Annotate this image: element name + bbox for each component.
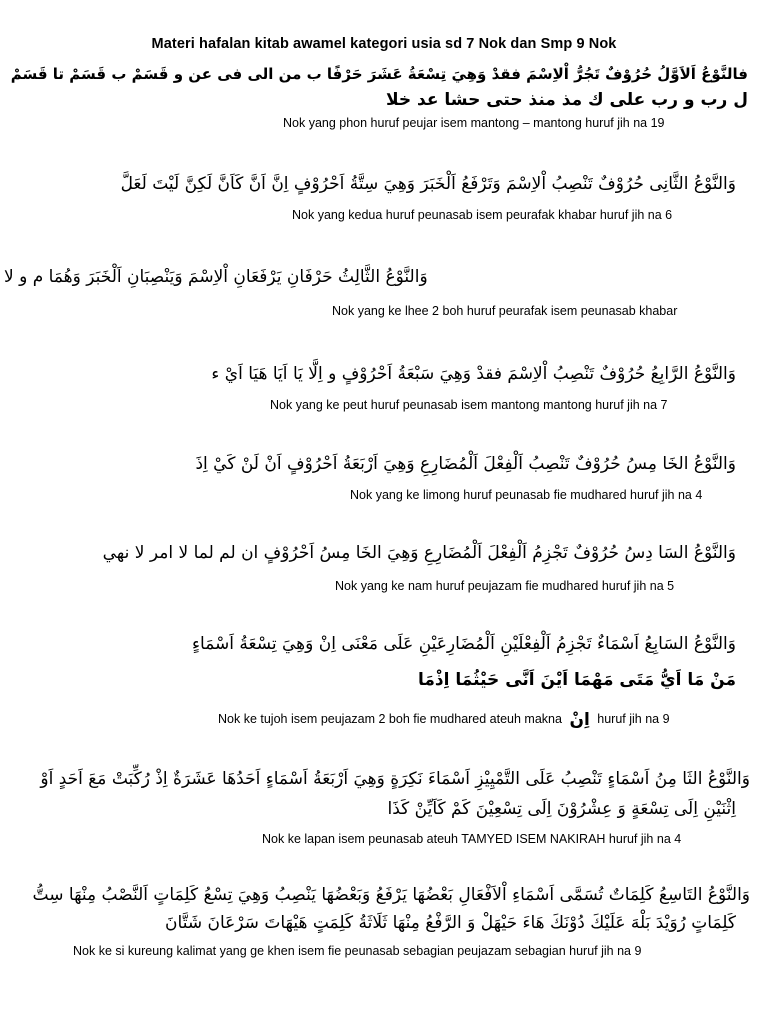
arabic-line-6: وَالنَّوْعُ السَا دِسُ حُرُوْفٌ تَجْزِمُ اَلْفِعْلَ اَلْمُضَارِعِ وَهِيَ الخَا مِسُ اَحْرُوْفٍ ان لم لما لا امر لا نهي <box>102 543 736 563</box>
translation-7-arabic-word: اِنْ <box>569 710 590 730</box>
translation-8: Nok ke lapan isem peunasab ateuh TAMYED ISEM NAKIRAH huruf jih na 4 <box>262 832 682 846</box>
arabic-line-3: وَالنَّوْعُ الثَّالِثُ حَرْفَانِ يَرْفَعَانِ اْلاِسْمَ وَيَنْصِبَانِ اَلْخَبَرَ وَهُمَا م و لا <box>4 267 428 287</box>
translation-1: Nok yang phon huruf peujar isem mantong – mantong huruf jih na 19 <box>283 116 665 130</box>
translation-3: Nok yang ke lhee 2 boh huruf peurafak isem peunasab khabar <box>332 304 678 318</box>
translation-2: Nok yang kedua huruf peunasab isem peurafak khabar huruf jih na 6 <box>292 208 673 222</box>
document-title: Materi hafalan kitab awamel kategori usia sd 7 Nok dan Smp 9 Nok <box>151 36 617 52</box>
arabic-line-8a: وَالنَّوْعُ الثَا مِنُ اَسْمَاءٍ تَنْصِبُ عَلَى التَّمْيِيْزِ اَسْمَاءَ نَكِرَةٍ وَهِيَ اَرْبَعَةُ اَسْمَاءٍ اَحَدُهَا عَشَرَةٌ اِذْ رُكِّبَتْ مَعَ اَحَدٍ اَوْ <box>40 769 750 789</box>
translation-7-text-before: Nok ke tujoh isem peujazam 2 boh fie mudhared ateuh makna <box>218 712 562 726</box>
arabic-line-8b: اِثْنَيْنِ اِلَى تِسْعَةٍ وَ عِشْرُوْنَ اِلَى تِسْعِيْنَ كَمْ كَاَيِّنْ كَذَا <box>387 799 736 819</box>
arabic-line-9a: وَالنَّوْعُ التَاسِعُ كَلِمَاتٌ تُسَمَّى اَسْمَاءِ اْلاَفْعَالِ بَعْضُهَا يَرْفَعُ وَبَعْضُهَا يَنْصِبُ وَهِيَ تِسْعُ كَلِمَاتٍ اَلنَّصْبُ مِنْهَا سِتُّ <box>32 885 750 905</box>
arabic-line-7b: مَنْ مَا اَيُّ مَتَى مَهْمَا اَيْنَ اَنَّى حَيْثُمَا اِذْمَا <box>418 670 736 690</box>
translation-7 <box>218 710 670 730</box>
arabic-line-1b: ل رب و رب على ك مذ منذ حتى حشا عد خلا <box>385 90 748 110</box>
arabic-line-7a: وَالنَّوْعُ السَابِعُ اَسْمَاءٌ تَجْزِمُ اَلْفِعْلَيْنِ اَلْمُضَارِعَيْنِ عَلَى مَعْنَى اِنْ وَهِيَ تِسْعَةُ اَسْمَاءٍ <box>192 634 736 654</box>
translation-7-text-after: huruf jih na 9 <box>597 712 670 726</box>
translation-6: Nok yang ke nam huruf peujazam fie mudhared huruf jih na 5 <box>335 579 675 593</box>
translation-4: Nok yang ke peut huruf peunasab isem mantong mantong huruf jih na 7 <box>270 398 668 412</box>
arabic-line-2: وَالنَّوْعُ الثَّانِى حُرُوْفٌ تَنْصِبُ اْلاِسْمَ وَتَرْفَعُ اَلْخَبَرَ وَهِيَ سِتَّةُ اَحْرُوْفٍ اِنَّ اَنَّ كَاَنَّ لَكِنَّ لَيْتَ لَعَلَّ <box>120 174 736 194</box>
translation-9: Nok ke si kureung kalimat yang ge khen isem fie peunasab sebagian peujazam sebagian huruf jih na 9 <box>73 944 642 958</box>
arabic-line-5: وَالنَّوْعُ الخَا مِسُ حُرُوْفٌ تَنْصِبُ اَلْفِعْلَ اَلْمُضَارِعِ وَهِيَ اَرْبَعَةُ اَحْرُوْفٍ اَنْ لَنْ كَيْ اِذَ <box>195 454 736 474</box>
arabic-line-4: وَالنَّوْعُ الرَّابِعُ حُرُوْفٌ تَنْصِبُ اْلاِسْمَ فقدْ وَهِيَ سَبْعَةُ اَحْرُوْفٍ و اِلَّا يَا اَيَا هَيَا اَيْ ء <box>211 364 736 384</box>
arabic-line-9b: كَلِمَاتٍ رُوَيْدَ بَلْهَ عَلَيْكَ دُوْنَكَ هَاءَ حَيْهَلْ وَ الرَّفْعُ مِنْهَا ثَلَاثَةُ كَلِمَتٍ هَيْهَاتَ سَرْعَانَ شَتَّانَ <box>165 913 736 933</box>
arabic-line-1a: فالنَّوْعُ اَلاَوَّلُ حُرُوْفٌ تَجُرُّ اْلاِسْمَ فقدْ وَهِيَ تِسْعَةُ عَشَرَ حَرْفًا ب من الى فى عن و قَسَمْ ب قَسَمْ تا قَسَمْ <box>10 65 748 83</box>
translation-5: Nok yang ke limong huruf peunasab fie mudhared huruf jih na 4 <box>350 488 703 502</box>
